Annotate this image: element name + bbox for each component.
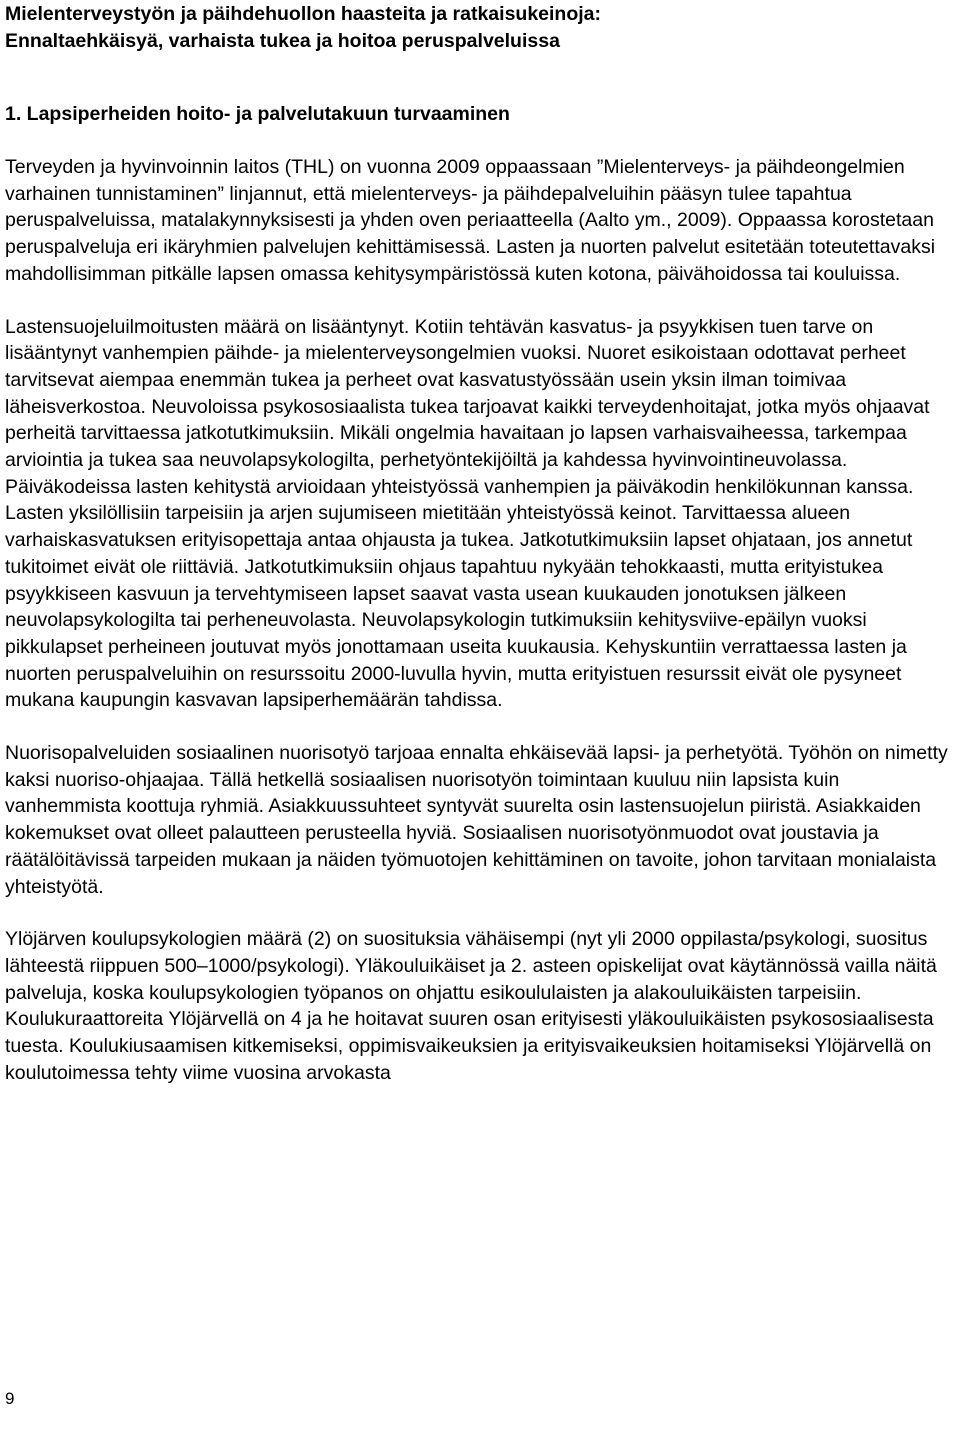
paragraph-youth-services: Nuorisopalveluiden sosiaalinen nuorisotyö tarjoaa ennalta ehkäisevää lapsi- ja perhetyötä. Työhön on nimetty kaksi nuoriso-ohjaajaa. Tällä hetkellä sosiaalisen nuorisotyön toimintaan kuuluu niin lapsista kuin vanhemmista koottuja ryhmiä. Asiakkuussuhteet syntyvät suurelta osin lastensuojelun piiristä. Asiakkaiden kokemukset ovat olleet palautteen perusteella hyviä. Sosiaalisen nuorisotyönmuodot ovat joustavia ja räätälöitävissä tarpeiden mukaan ja näiden työmuotojen kehittäminen on tavoite, johon tarvitaan monialaista yhteistyötä. bbox=[5, 742, 948, 898]
paragraph-school-psychologists: Ylöjärven koulupsykologien määrä (2) on suosituksia vähäisempi (nyt yli 2000 oppilasta/psykologi, suositus lähteestä riippuen 500–1000/psykologi). Yläkouluikäiset ja 2. asteen opiskelijat ovat käytännössä vailla näitä palveluja, koska koulupsykologien työpanos on ohjattu esikoululaisten ja alakouluikäisten tarpeisiin. Koulukuraattoreita Ylöjärvellä on 4 ja he hoitavat suuren osan erityisesti yläkouluikäisten psykososiaalisesta tuesta. Koulukiusaamisen kitkemiseksi, oppimisvaikeuksien ja erityisvaikeuksien hoitamiseksi Ylöjärvellä on koulutoimessa tehty viime vuosina arvokasta bbox=[5, 928, 937, 1084]
section-heading: 1. Lapsiperheiden hoito- ja palvelutakuun turvaaminen bbox=[5, 103, 510, 125]
document-title bbox=[5, 0, 955, 55]
document-title-line-2: Ennaltaehkäisyä, varhaista tukea ja hoitoa peruspalveluissa bbox=[5, 30, 560, 52]
document-page bbox=[5, 0, 955, 1087]
document-title-line-1: Mielenterveystyön ja päihdehuollon haasteita ja ratkaisukeinoja: bbox=[5, 3, 602, 25]
paragraph-child-welfare: Lastensuojeluilmoitusten määrä on lisääntynyt. Kotiin tehtävän kasvatus- ja psyykkisen tuen tarve on lisääntynyt vanhempien päihde- ja mielenterveysongelmien vuoksi. Nuoret esikoistaan odottavat perheet tarvitsevat aiempaa enemmän tukea ja perheet ovat kasvatustyössään usein yksin ilman toimivaa läheisverkostoa. Neuvoloissa psykososiaalista tukea tarjoavat kaikki terveydenhoitajat, jotka myös ohjaavat perheitä tarvittaessa jatkotutkimuksiin. Mikäli ongelmia havaitaan jo lapsen varhaisvaiheessa, tarkempaa arviointia ja tukea saa neuvolapsykologilta, perhetyöntekijöiltä ja kahdessa hyvinvointineuvolassa. Päiväkodeissa lasten kehitystä arvioidaan yhteistyössä vanhempien ja päiväkodin henkilökunnan kanssa. Lasten yksilöllisiin tarpeisiin ja arjen sujumiseen mietitään yhteistyössä keinot. Tarvittaessa alueen varhaiskasvatuksen erityisopettaja antaa ohjausta ja tukea. Jatkotutkimuksiin lapset ohjataan, jos annetut tukitoimet eivät ole riittäviä. Jatkotutkimuksiin ohjaus tapahtuu nykyään tehokkaasti, mutta erityistukea psyykkiseen kasvuun ja tervehtymiseen lapset saavat vasta usean kuukauden jonotuksen jälkeen neuvolapsykologilta tai perheneuvolasta. Neuvolapsykologin tutkimuksiin kehitysviive-epäilyn vuoksi pikkulapset perheineen joutuvat myös jonottamaan useita kuukausia. Kehyskuntiin verrattaessa lasten ja nuorten peruspalveluihin on resurssoitu 2000-luvulla hyvin, mutta erityistuen resurssit eivät ole pysyneet mukana kaupungin kasvavan lapsiperhemäärän tahdissa. bbox=[5, 315, 930, 712]
page-number: 9 bbox=[5, 1389, 15, 1408]
paragraph-thl-guidance: Terveyden ja hyvinvoinnin laitos (THL) on vuonna 2009 oppaassaan ”Mielenterveys- ja päihdeongelmien varhainen tunnistaminen” linjannut, että mielenterveys- ja päihdepalveluihin pääsyn tulee tapahtua peruspalveluissa, matalakynnyksisesti ja yhden oven periaatteella (Aalto ym., 2009). Oppaassa korostetaan peruspalveluja eri ikäryhmien palvelujen kehittämisessä. Lasten ja nuorten palvelut esitetään toteutettavaksi mahdollisimman pitkälle lapsen omassa kehitysympäristössä kuten kotona, päivähoidossa tai kouluissa. bbox=[5, 156, 936, 285]
